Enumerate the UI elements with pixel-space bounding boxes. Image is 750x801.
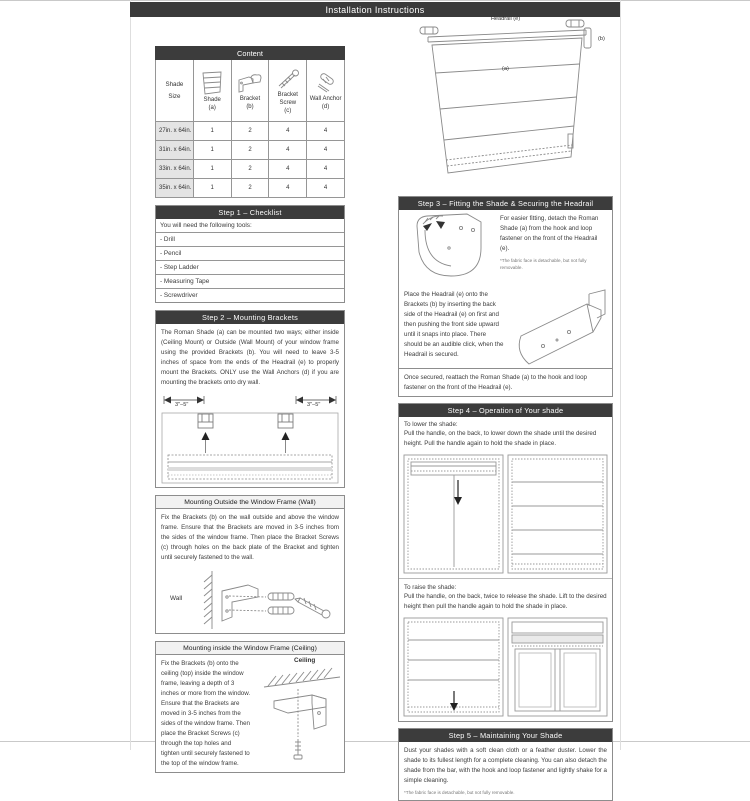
step4-raise-heading: To raise the shade: bbox=[399, 578, 612, 591]
dim-label-right: 3"–5" bbox=[307, 402, 321, 409]
dim-label-left: 3"–5" bbox=[175, 402, 189, 409]
ceiling-mount-section bbox=[155, 641, 345, 774]
wall-mount-art bbox=[156, 567, 344, 633]
window-shade-raised-cord-diagram bbox=[403, 454, 504, 574]
cell: 2 bbox=[231, 160, 269, 179]
step5-note: *The fabric face is detachable, but not fully removable. bbox=[404, 790, 515, 796]
step3-title: Step 3 – Fitting the Shade & Securing the Headrail bbox=[399, 197, 612, 210]
step4-title: Step 4 – Operation of Your shade bbox=[399, 404, 612, 417]
ceiling-mount-art bbox=[256, 655, 344, 765]
cell: 2 bbox=[231, 179, 269, 198]
col-label: Wall Anchor bbox=[309, 95, 342, 102]
page-left-edge bbox=[130, 0, 131, 750]
cell: 4 bbox=[269, 122, 307, 141]
tool-item: - Drill bbox=[156, 232, 344, 246]
window-shade-lowered-diagram bbox=[507, 454, 608, 574]
cell: 1 bbox=[193, 122, 231, 141]
step4-lower-diagrams bbox=[399, 452, 612, 578]
step3-row1-textwrap bbox=[495, 210, 612, 286]
cell: 4 bbox=[307, 122, 345, 141]
table-row bbox=[156, 160, 345, 179]
wall-anchor-icon bbox=[314, 72, 338, 94]
page-right-edge bbox=[620, 0, 621, 750]
row-size: 35in. x 64in. bbox=[156, 179, 194, 198]
headrail-label: Headrail (e) bbox=[490, 16, 521, 22]
wall-mount-section bbox=[155, 495, 345, 633]
col-label: Shade bbox=[203, 96, 221, 103]
col-label: Bracket bbox=[239, 95, 261, 102]
shade-icon bbox=[201, 71, 223, 95]
cell: 1 bbox=[193, 160, 231, 179]
content-col-shade bbox=[193, 60, 231, 122]
table-row bbox=[156, 179, 345, 198]
wall-label: Wall bbox=[170, 594, 183, 602]
step4-lower-body: Pull the handle, on the back, to lower down the shade until the desired height. Pull the handle again to hold the shade in place. bbox=[404, 430, 597, 448]
left-column bbox=[155, 46, 345, 773]
content-col-bracket bbox=[231, 60, 269, 122]
bracket-detail-diagram bbox=[399, 210, 495, 286]
row-header-line1: Shade bbox=[165, 81, 184, 89]
step5-body: Dust your shades with a soft clean cloth or a feather duster. Lower the shade to its fullest length for a complete cleaning. You can also detach the shade from the bar, with the hook and loop fastener and lightly shake for a simple cleaning. bbox=[404, 747, 607, 785]
bracket-screw-icon bbox=[276, 68, 300, 90]
table-row bbox=[156, 141, 345, 160]
col-label: Bracket Screw bbox=[277, 91, 298, 106]
headrail-insert-diagram bbox=[511, 286, 612, 368]
col-sub: (a) bbox=[208, 105, 216, 111]
col-sub: (d) bbox=[321, 104, 330, 110]
ceiling-label: Ceiling bbox=[294, 656, 316, 664]
window-shade-release-diagram bbox=[403, 617, 504, 717]
tool-item: - Step Ladder bbox=[156, 260, 344, 274]
shade-a-label: (a) bbox=[502, 66, 509, 72]
step3-section bbox=[398, 196, 613, 397]
bracket-b-label: (b) bbox=[598, 36, 605, 42]
step3-para1: For easier fitting, detach the Roman Shade (a) from the hook and loop fastener on the front of the Headrail (e). bbox=[500, 215, 599, 253]
cell: 1 bbox=[193, 141, 231, 160]
window-shade-raised-panes-diagram bbox=[507, 617, 608, 717]
cell: 4 bbox=[269, 141, 307, 160]
ceiling-mount-content bbox=[156, 655, 344, 773]
step2-title: Step 2 – Mounting Brackets bbox=[156, 311, 344, 324]
page-title: Installation Instructions bbox=[130, 2, 620, 17]
cell: 4 bbox=[269, 160, 307, 179]
cell: 2 bbox=[231, 141, 269, 160]
shade-hero-art bbox=[398, 14, 613, 192]
cell: 4 bbox=[307, 179, 345, 198]
ceiling-mount-diagram bbox=[256, 655, 344, 765]
tool-item: - Pencil bbox=[156, 246, 344, 260]
wall-mount-diagram bbox=[156, 567, 344, 633]
content-table-title: Content bbox=[156, 47, 345, 60]
content-table-row-header bbox=[156, 60, 194, 122]
step2-body: The Roman Shade (a) can be mounted two ways; either inside (Ceiling Mount) or Outside (Wall Mount) of your window frame using the provided Brackets (b). You will need to leave 3-5 inches of space from the ends of the Headrail (e) to properly mount the Brackets. ONLY use the Wall Anchors (d) if you are mounting the brackets onto dry wall. bbox=[161, 329, 339, 387]
step3-row2 bbox=[399, 286, 612, 368]
content-col-wall-anchor bbox=[307, 60, 345, 122]
step1-title: Step 1 – Checklist bbox=[156, 206, 344, 219]
page-top-edge bbox=[0, 0, 750, 1]
step5-title: Step 5 – Maintaining Your Shade bbox=[399, 729, 612, 742]
tool-item: - Measuring Tape bbox=[156, 274, 344, 288]
cell: 1 bbox=[193, 179, 231, 198]
step4-lower-heading: To lower the shade: bbox=[404, 421, 458, 429]
cell: 2 bbox=[231, 122, 269, 141]
content-table bbox=[155, 46, 345, 198]
row-header-line2: Size bbox=[168, 92, 181, 100]
step3-para3: Once secured, reattach the Roman Shade (a) to the hook and loop fastener on the front of the Headrail (e). bbox=[399, 368, 612, 396]
bracket-spacing-diagram bbox=[156, 391, 344, 487]
cell: 4 bbox=[269, 179, 307, 198]
step4-section bbox=[398, 403, 613, 722]
bracket-detail-art bbox=[399, 210, 495, 286]
col-sub: (b) bbox=[246, 104, 254, 110]
shade-hero-diagram bbox=[398, 14, 613, 192]
step1-intro: You will need the following tools: bbox=[160, 222, 252, 229]
page-bottom-edge bbox=[0, 741, 750, 742]
bracket-icon bbox=[237, 72, 263, 94]
tool-item: - Screwdriver bbox=[156, 288, 344, 302]
ceiling-mount-body: Fix the Brackets (b) onto the ceiling (top) inside the window frame, leaving a depth of 3 inches or more from the window. Ensure that the Brackets are moved in 3-5 inches from the sides of the window frame. Then place the Bracket Screws (c) through the top holes and tighten until securely fastened to the top of the window frame. bbox=[161, 659, 251, 767]
row-size: 27in. x 64in. bbox=[156, 122, 194, 141]
step5-section bbox=[398, 728, 613, 801]
row-size: 33in. x 64in. bbox=[156, 160, 194, 179]
step3-row1 bbox=[399, 210, 612, 286]
table-row bbox=[156, 122, 345, 141]
step4-raise-diagrams bbox=[399, 615, 612, 721]
headrail-insert-art bbox=[511, 286, 612, 368]
row-size: 31in. x 64in. bbox=[156, 141, 194, 160]
col-sub: (c) bbox=[284, 108, 292, 115]
wall-mount-title: Mounting Outside the Window Frame (Wall) bbox=[156, 496, 344, 509]
content-col-bracket-screw bbox=[269, 60, 307, 122]
step2-section bbox=[155, 310, 345, 488]
ceiling-mount-title: Mounting inside the Window Frame (Ceiling) bbox=[156, 642, 344, 655]
cell: 4 bbox=[307, 141, 345, 160]
step3-note1: *The fabric face is detachable, but not fully removable. bbox=[500, 258, 587, 271]
step4-raise-body: Pull the handle, on the back, twice to release the shade. Lift to the desired height then pull the handle again to hold the shade in place. bbox=[404, 593, 607, 611]
wall-mount-body: Fix the Brackets (b) on the wall outside and above the window frame. Ensure that the Brackets are moved in 3-5 inches from the sides of the window frame. Then place the Bracket Screws (c) through holes on the back plate of the Bracket and tighten until securely fastened to the wall. bbox=[161, 514, 339, 562]
cell: 4 bbox=[307, 160, 345, 179]
right-column bbox=[398, 14, 613, 801]
step1-section bbox=[155, 205, 345, 303]
step3-para2: Place the Headrail (e) onto the Brackets (b) by inserting the back side of the Headrail (e) on first and then pushing the front side upward until it snaps into place. There should be an audible click, when the Headrail is secured. bbox=[404, 291, 504, 359]
